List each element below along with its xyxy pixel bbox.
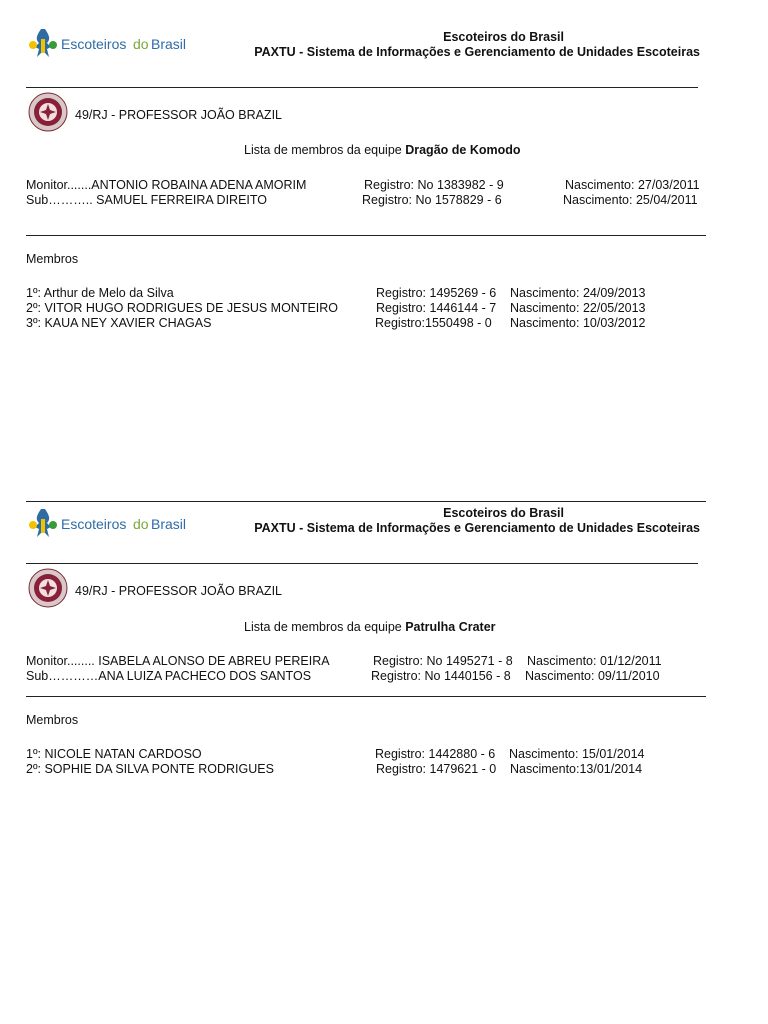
logo-text-escoteiros: Escoteiros [61,36,127,52]
org-title: Escoteiros do Brasil [443,506,564,520]
page-header [200,506,700,536]
member-registro: Registro:1550498 - 0 [375,316,492,330]
unit-name: 49/RJ - PROFESSOR JOÃO BRAZIL [75,584,282,598]
logo-text-do: do [133,36,149,52]
member-nascimento: Nascimento: 24/09/2013 [510,286,646,300]
monitor-label: Monitor........ ISABELA ALONSO DE ABREU PEREIRA [26,654,330,668]
team-name: Dragão de Komodo [405,143,521,157]
header-divider [26,563,698,564]
unit-name: 49/RJ - PROFESSOR JOÃO BRAZIL [75,108,282,122]
sub-registro: Registro: No 1440156 - 8 [371,669,511,683]
monitor-registro: Registro: No 1383982 - 9 [364,178,504,192]
member-registro: Registro: 1495269 - 6 [376,286,497,300]
member-name: 2º: SOPHIE DA SILVA PONTE RODRIGUES [26,762,274,776]
escoteiros-logo [27,25,195,61]
member-registro: Registro: 1479621 - 0 [376,762,497,776]
page-header [200,30,700,60]
page-divider [26,501,706,502]
sub-label: Sub…………ANA LUIZA PACHECO DOS SANTOS [26,669,312,683]
list-prefix: Lista de membros da equipe [244,143,406,157]
section-divider [26,235,706,236]
header-divider [26,87,698,88]
member-nascimento: Nascimento:13/01/2014 [510,762,643,776]
team-list-title [244,620,496,634]
member-name: 2º: VITOR HUGO RODRIGUES DE JESUS MONTEIRO [26,301,339,315]
member-name: 3º: KAUA NEY XAVIER CHAGAS [26,316,212,330]
org-title: Escoteiros do Brasil [443,30,564,44]
member-nascimento: Nascimento: 22/05/2013 [510,301,646,315]
logo-text-brasil: Brasil [151,36,187,52]
sub-label: Sub……….. SAMUEL FERREIRA DIREITO [26,193,268,207]
member-nascimento: Nascimento: 15/01/2014 [509,747,645,761]
sub-nascimento: Nascimento: 09/11/2010 [525,669,660,683]
member-registro: Registro: 1442880 - 6 [375,747,496,761]
sub-nascimento: Nascimento: 25/04/2011 [563,193,698,207]
team-name: Patrulha Crater [405,620,496,634]
monitor-registro: Registro: No 1495271 - 8 [373,654,513,668]
unit-emblem-icon [28,568,68,608]
team-list-title [244,143,521,157]
member-nascimento: Nascimento: 10/03/2012 [510,316,646,330]
members-heading: Membros [26,713,79,727]
member-name: 1º: Arthur de Melo da Silva [26,286,174,300]
logo-text-escoteiros: Escoteiros [61,516,127,532]
monitor-nascimento: Nascimento: 27/03/2011 [565,178,700,192]
system-title: PAXTU - Sistema de Informações e Gerenciamento de Unidades Escoteiras [254,45,700,59]
member-name: 1º: NICOLE NATAN CARDOSO [26,747,202,761]
list-prefix: Lista de membros da equipe [244,620,406,634]
member-registro: Registro: 1446144 - 7 [376,301,497,315]
section-divider [26,696,706,697]
system-title: PAXTU - Sistema de Informações e Gerenciamento de Unidades Escoteiras [254,521,700,535]
unit-emblem-icon [28,92,68,132]
sub-registro: Registro: No 1578829 - 6 [362,193,502,207]
members-heading: Membros [26,252,79,266]
monitor-nascimento: Nascimento: 01/12/2011 [527,654,662,668]
monitor-label: Monitor.......ANTONIO ROBAINA ADENA AMORIM [26,178,307,192]
logo-text-do: do [133,516,149,532]
logo-text-brasil: Brasil [151,516,187,532]
escoteiros-logo [27,505,195,541]
